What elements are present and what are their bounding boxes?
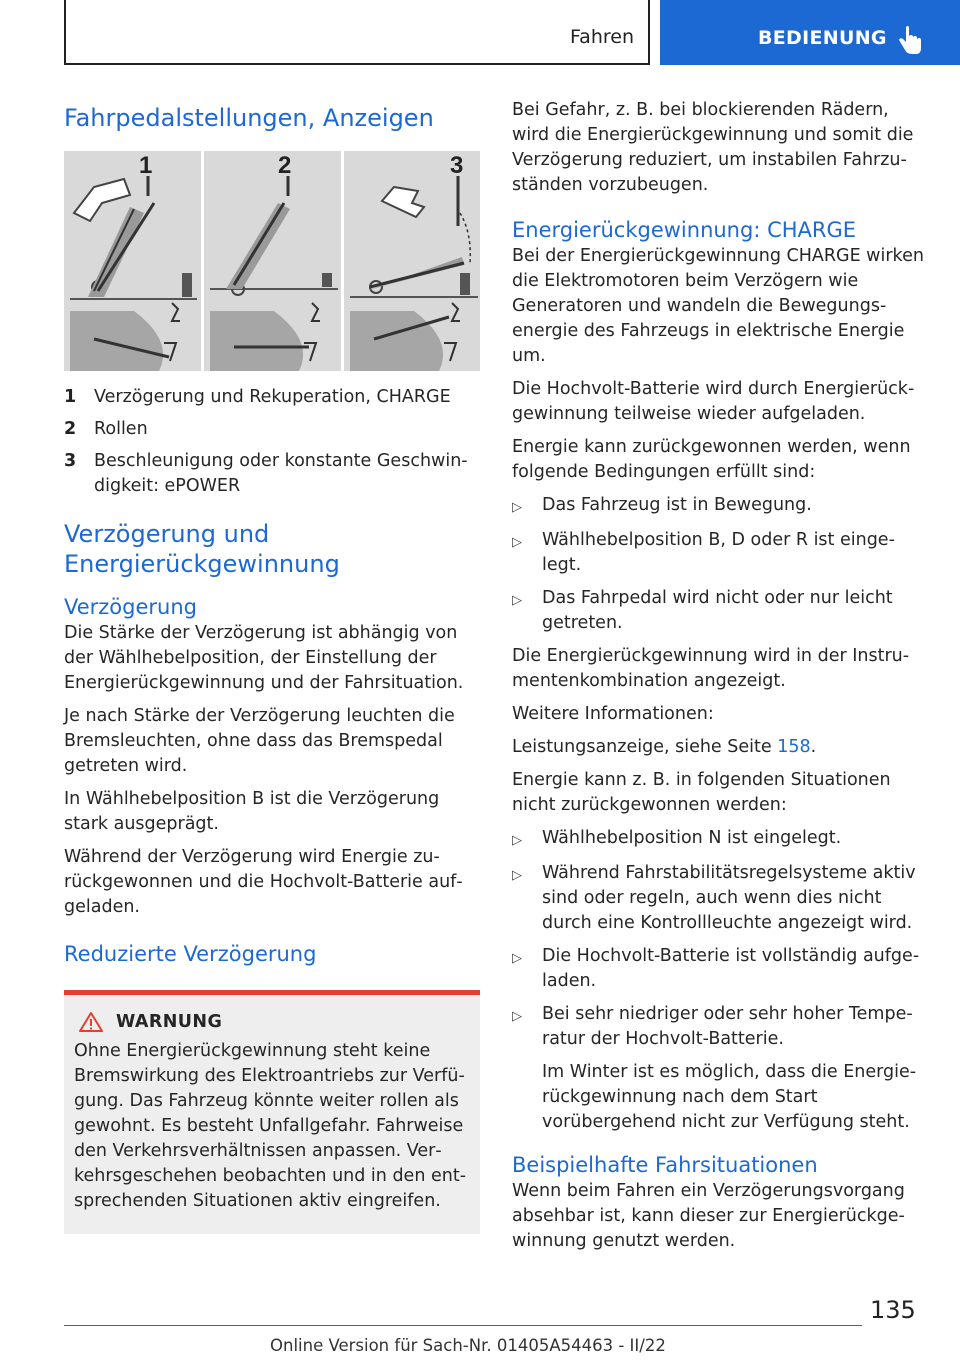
pedal-panel-2	[210, 152, 338, 371]
figure-legend	[64, 385, 480, 499]
pedal-panel-3	[350, 152, 478, 371]
footer-text: Online Version für Sach-Nr. 01405A54463 - II/22	[270, 1336, 666, 1355]
list-item-text: Die Hochvolt-Batterie ist vollständig aufgeladen.	[542, 946, 920, 991]
heading-charge: Energierückgewinnung: CHARGE	[512, 218, 857, 242]
list-item	[512, 586, 924, 636]
warning-triangle-icon	[78, 1011, 104, 1033]
header-chapter: Fahren	[570, 26, 634, 48]
paragraph: Wenn beim Fahren ein Verzögerungsvorgang absehbar ist, kann dieser zur Energierückgewinnung genutzt werden.	[512, 1181, 905, 1251]
paragraph: Energie kann z. B. in folgenden Situationen nicht zurückgewonnen werden:	[512, 770, 891, 815]
bullet-triangle-icon: ▷	[512, 1009, 522, 1024]
paragraph: Die Stärke der Verzögerung ist abhängig von der Wählhebelposition, der Einstellung der Energierückgewinnung und der Fahrsituation.	[64, 623, 464, 693]
warning-box	[64, 990, 480, 1234]
warning-title: WARNUNG	[116, 1012, 223, 1032]
legend-text: Rollen	[94, 419, 148, 439]
svg-text:1: 1	[139, 152, 153, 179]
list-item-text: Wählhebelposition B, D oder R ist eingelegt.	[542, 530, 895, 575]
heading-example-situations: Beispielhafte Fahrsituationen	[512, 1153, 818, 1177]
list-item	[512, 944, 924, 994]
page-title: Fahrpedalstellungen, Anzeigen	[64, 104, 434, 132]
paragraph: Während der Verzögerung wird Energie zurückgewonnen und die Hochvolt-Batterie aufgeladen.	[64, 847, 463, 917]
conditions-list	[512, 493, 924, 636]
footer-divider	[64, 1325, 862, 1326]
paragraph: Bei der Energierückgewinnung CHARGE wirken die Elektromotoren beim Verzögern wie Generatoren und wandeln die Bewegungsenergie des Fahrzeugs in elektrische Energie um.	[512, 246, 924, 366]
list-item-note: Im Winter ist es möglich, dass die Energierückgewinnung nach dem Start vorübergehend nicht zur Verfügung steht.	[542, 1062, 917, 1132]
heading-deceleration-recovery: Verzögerung und Energierückgewinnung	[64, 520, 340, 578]
bullet-triangle-icon: ▷	[512, 868, 522, 883]
left-column	[64, 98, 480, 1234]
header-section: BEDIENUNG	[758, 27, 887, 49]
legend-number: 1	[64, 387, 77, 407]
legend-item	[64, 385, 480, 410]
paragraph: Bei Gefahr, z. B. bei blockierenden Rädern, wird die Energierückgewinnung und somit die Verzögerung reduziert, um instabilen Fahrzuständen vorzubeugen.	[512, 100, 914, 195]
legend-item	[64, 449, 480, 499]
warning-text: Ohne Energierückgewinnung steht keine Bremswirkung des Elektroantriebs zur Verfügung. Das Fahrzeug könnte weiter rollen als gewohnt. Es besteht Unfallgefahr. Fahrweise den Verkehrsverhältnissen anpassen. Verkehrsgeschehen beobachten und in den entsprechenden Situationen aktiv eingreifen.	[74, 1041, 467, 1211]
page-number: 135	[870, 1296, 916, 1324]
reference-suffix: .	[810, 737, 817, 757]
list-item	[512, 861, 924, 936]
paragraph: In Wählhebelposition B ist die Verzögerung stark ausgeprägt.	[64, 789, 440, 834]
paragraph: Die Energierückgewinnung wird in der Instrumentenkombination angezeigt.	[512, 646, 910, 691]
list-item	[512, 1002, 924, 1135]
list-item-text: Während Fahrstabilitätsregelsysteme aktiv sind oder regeln, auch wenn dies nicht durch eine Kontrollleuchte angezeigt wird.	[542, 863, 916, 933]
list-item	[512, 493, 924, 520]
svg-text:2: 2	[278, 152, 292, 179]
situations-list	[512, 826, 924, 1135]
list-item	[512, 528, 924, 578]
pedal-panel-1	[70, 152, 197, 371]
list-item	[512, 826, 924, 853]
paragraph: Weitere Informationen:	[512, 704, 714, 724]
pedal-illustration	[64, 151, 480, 371]
bullet-triangle-icon: ▷	[512, 951, 522, 966]
list-item-text: Das Fahrzeug ist in Bewegung.	[542, 495, 812, 515]
header-chapter-box	[64, 0, 650, 65]
list-item-text: Das Fahrpedal wird nicht oder nur leicht getreten.	[542, 588, 893, 633]
bullet-triangle-icon: ▷	[512, 593, 522, 608]
paragraph-reference	[512, 735, 924, 760]
legend-text: Beschleunigung oder konstante Geschwindigkeit: ePOWER	[94, 451, 468, 496]
legend-number: 3	[64, 451, 77, 471]
page-link-158[interactable]: 158	[777, 737, 811, 757]
list-item-text: Bei sehr niedriger oder sehr hoher Temperatur der Hochvolt-Batterie.	[542, 1004, 913, 1049]
pedal-positions-figure	[64, 151, 480, 371]
reference-prefix: Leistungsanzeige, siehe Seite	[512, 737, 778, 757]
legend-text: Verzögerung und Rekuperation, CHARGE	[94, 387, 451, 407]
legend-number: 2	[64, 419, 77, 439]
header-section-box	[660, 0, 960, 65]
heading-reduced-deceleration: Reduzierte Verzögerung	[64, 942, 317, 966]
heading-deceleration: Verzögerung	[64, 595, 197, 619]
list-item-text: Wählhebelposition N ist eingelegt.	[542, 828, 842, 848]
bullet-triangle-icon: ▷	[512, 535, 522, 550]
paragraph: Energie kann zurückgewonnen werden, wenn folgende Bedingungen erfüllt sind:	[512, 437, 911, 482]
warning-header	[74, 1011, 470, 1033]
pointing-hand-icon	[896, 26, 924, 56]
bullet-triangle-icon: ▷	[512, 833, 522, 848]
legend-item	[64, 417, 480, 442]
paragraph: Die Hochvolt-Batterie wird durch Energierückgewinnung teilweise wieder aufgeladen.	[512, 379, 915, 424]
svg-text:3: 3	[450, 152, 464, 179]
bullet-triangle-icon: ▷	[512, 500, 522, 515]
right-column	[512, 98, 924, 1254]
paragraph: Je nach Stärke der Verzögerung leuchten die Bremsleuchten, ohne dass das Bremspedal getreten wird.	[64, 706, 455, 776]
